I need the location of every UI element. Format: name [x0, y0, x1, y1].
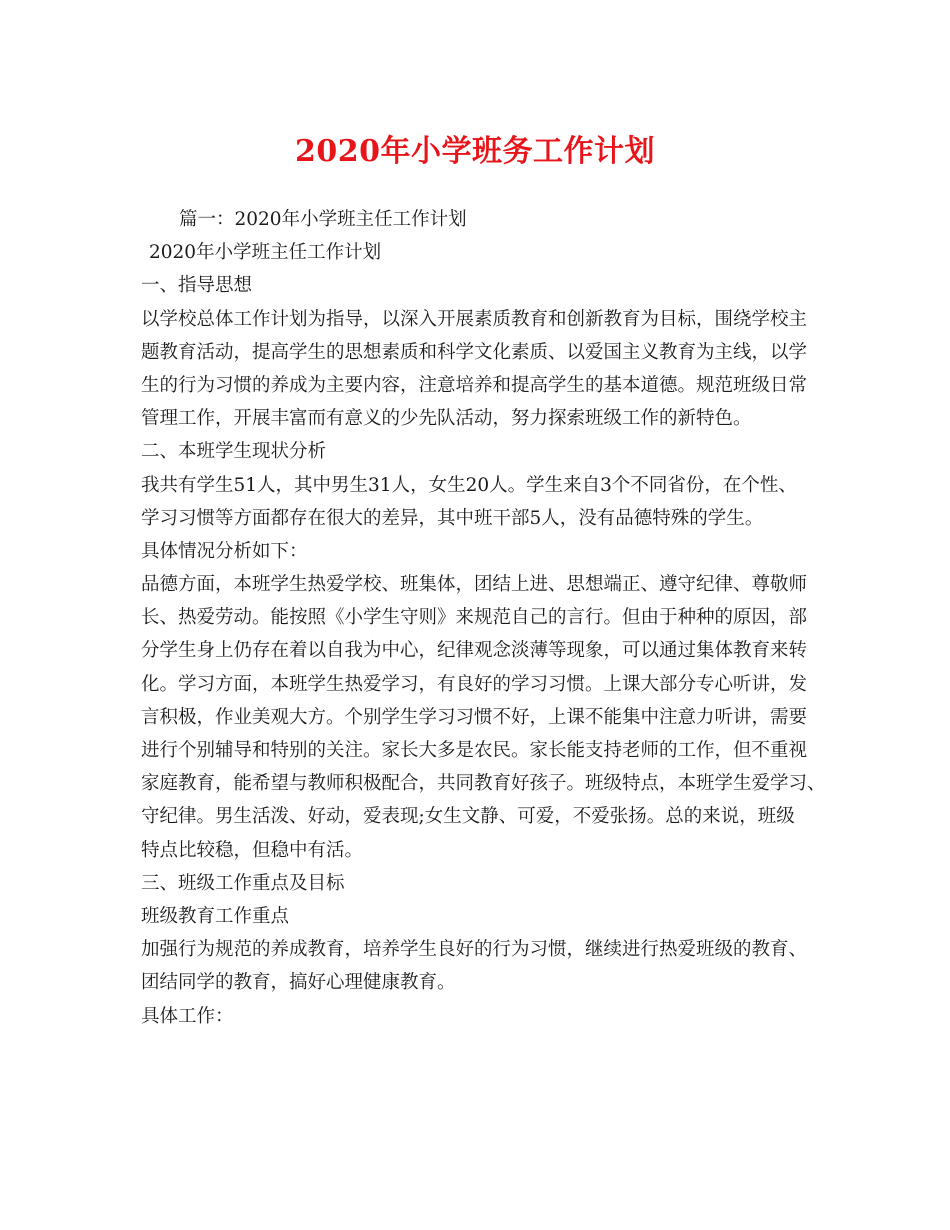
paragraph-line: 题教育活动，提高学生的思想素质和科学文化素质、以爱国主义教育为主线，以学 — [141, 341, 808, 363]
document-body — [141, 203, 826, 1033]
paragraph-line: 分学生身上仍存在着以自我为中心，纪律观念淡薄等现象，可以通过集体教育来转 — [141, 640, 808, 662]
paragraph-line: 品德方面，本班学生热爱学校、班集体，团结上进、思想端正、遵守纪律、尊敬师 — [141, 574, 808, 596]
paragraph-line: 管理工作，开展丰富而有意义的少先队活动，努力探索班级工作的新特色。 — [141, 408, 752, 430]
paragraph-line: 化。学习方面，本班学生热爱学习，有良好的学习习惯。上课大部分专心听讲，发 — [141, 673, 808, 695]
paragraph-line: 加强行为规范的养成教育，培养学生良好的行为习惯，继续进行热爱班级的教育、 — [141, 939, 808, 961]
document-title: 2020年小学班务工作计划 — [295, 134, 655, 169]
paragraph-line: 学习习惯等方面都存在很大的差异，其中班干部5人，没有品德特殊的学生。 — [141, 507, 764, 529]
paragraph-line: 进行个别辅导和特别的关注。家长大多是农民。家长能支持老师的工作，但不重视 — [141, 740, 808, 761]
heading-class-analysis: 二、本班学生现状分析 — [141, 441, 327, 463]
paragraph-line: 言积极，作业美观大方。个别学生学习习惯不好，上课不能集中注意力听讲，需要 — [141, 706, 808, 728]
paragraph-line: 生的行为习惯的养成为主要内容，注意培养和提高学生的基本道德。规范班级日常 — [141, 374, 808, 396]
paragraph-line: 以学校总体工作计划为指导，以深入开展素质教育和创新教育为目标，围绕学校主 — [141, 308, 808, 330]
subtitle: 2020年小学班主任工作计划 — [149, 242, 382, 264]
paragraph-line: 特点比较稳，但稳中有活。 — [141, 839, 364, 861]
heading-guiding-ideology: 一、指导思想 — [141, 275, 253, 297]
paragraph-line: 具体情况分析如下： — [141, 540, 308, 562]
paragraph-line: 长、热爱劳动。能按照《小学生守则》来规范自己的言行。但由于种种的原因，部 — [141, 607, 808, 629]
heading-work-focus: 三、班级工作重点及目标 — [141, 872, 345, 894]
subheading-specific-work: 具体工作： — [141, 1005, 234, 1027]
paragraph-line: 守纪律。男生活泼、好动，爱表现;女生文静、可爱，不爱张扬。总的来说，班级 — [141, 806, 795, 828]
paragraph-line: 家庭教育，能希望与教师积极配合，共同教育好孩子。班级特点，本班学生爱学习、 — [141, 773, 826, 795]
paragraph-line: 我共有学生51人，其中男生31人，女生20人。学生来自3个不同省份，在个性、 — [141, 474, 797, 496]
subheading-education-focus: 班级教育工作重点 — [141, 905, 290, 927]
section-heading-part-one: 篇一：2020年小学班主任工作计划 — [179, 209, 467, 230]
paragraph-line: 团结同学的教育，搞好心理健康教育。 — [141, 972, 456, 994]
